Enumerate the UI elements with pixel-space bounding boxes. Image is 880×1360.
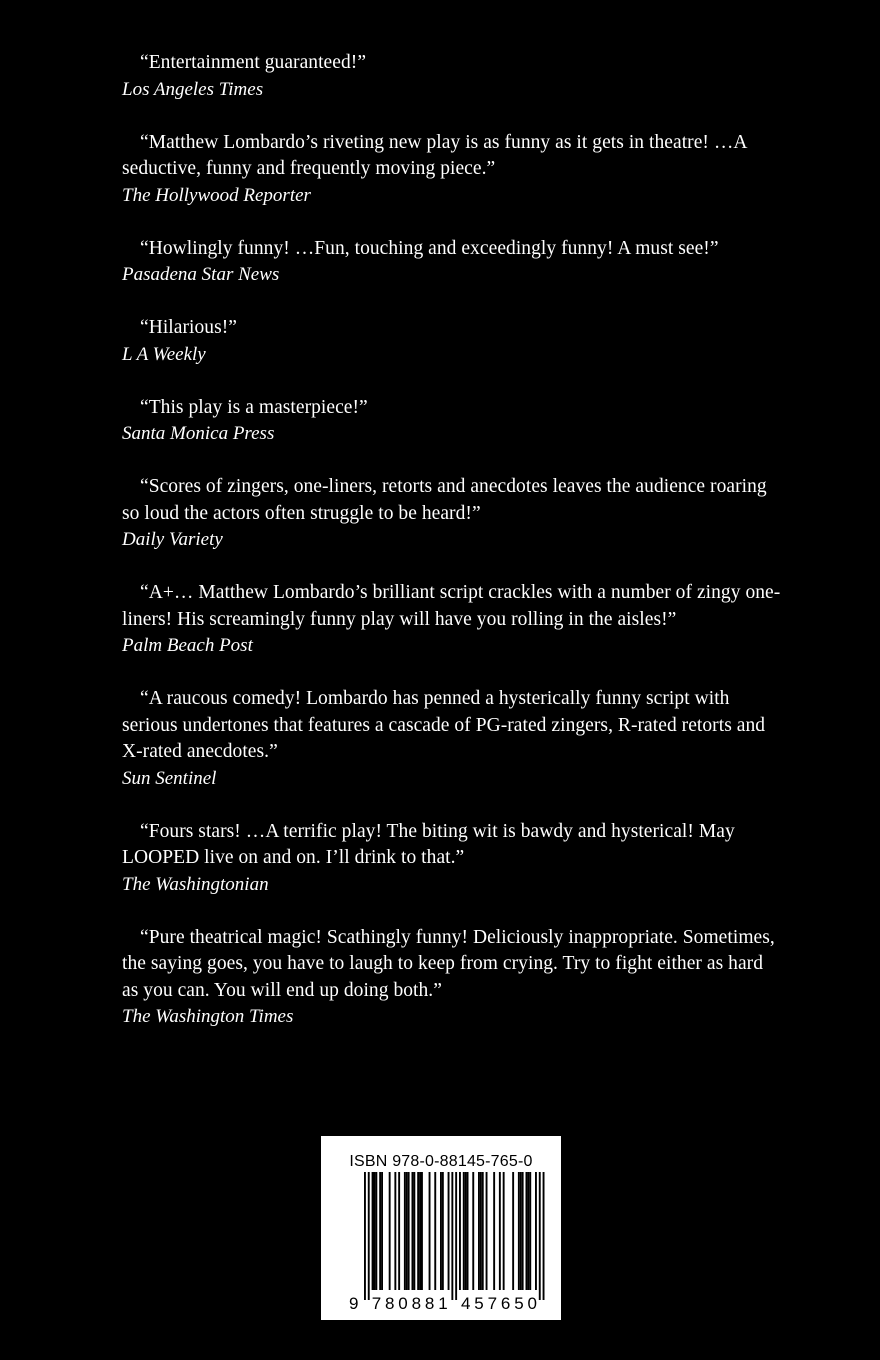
barcode-bar — [455, 1172, 457, 1300]
barcode-digit: 0 — [527, 1294, 537, 1313]
barcode-bar — [526, 1172, 528, 1290]
barcode-bar — [440, 1172, 442, 1290]
review-quote: “Entertainment guaranteed!” — [140, 52, 367, 73]
barcode-bar — [499, 1172, 501, 1290]
barcode-bar — [429, 1172, 431, 1290]
barcode-bar — [394, 1172, 396, 1290]
barcode-digit: 5 — [474, 1294, 484, 1313]
barcode-bar — [529, 1172, 531, 1290]
review-item — [122, 474, 782, 553]
barcode-bar — [527, 1172, 529, 1290]
review-quote: “Scores of zingers, one-liners, retorts and anecdotes leaves the audience roaring so loud the actors often struggle to be heard!” — [122, 476, 767, 524]
barcode-bar — [465, 1172, 467, 1290]
review-item — [122, 925, 782, 1031]
barcode-bar — [486, 1172, 488, 1290]
review-source: The Hollywood Reporter — [122, 184, 311, 206]
review-source: The Washington Times — [122, 1006, 294, 1027]
barcode-bar — [364, 1172, 366, 1300]
barcode-bar — [417, 1172, 419, 1290]
barcode-bar — [412, 1172, 414, 1290]
barcode-bar — [512, 1172, 514, 1290]
barcode-bar — [372, 1172, 374, 1290]
barcode-bar — [543, 1172, 545, 1300]
barcode-bar — [520, 1172, 522, 1290]
barcode-bar — [459, 1172, 461, 1290]
review-item — [122, 395, 782, 448]
barcode-bar — [442, 1172, 444, 1290]
barcode-bar — [535, 1172, 537, 1290]
review-source: L A Weekly — [122, 343, 206, 365]
barcode-digit: 8 — [424, 1294, 435, 1313]
review-item — [122, 130, 782, 209]
review-item — [122, 236, 782, 289]
review-quote: “Matthew Lombardo’s riveting new play is as funny as it gets in theatre! …A seductive, funny and frequently moving piece.” — [122, 131, 747, 179]
barcode-bar — [379, 1172, 381, 1290]
barcode-digit: 9 — [349, 1294, 359, 1313]
barcode-bar — [406, 1172, 408, 1290]
barcode-bar — [448, 1172, 450, 1290]
review-quote: “Howlingly funny! …Fun, touching and exceedingly funny! A must see!” — [140, 237, 719, 259]
barcode-bar — [389, 1172, 391, 1290]
review-item — [122, 315, 782, 368]
barcode-bar — [493, 1172, 495, 1290]
review-quote: “A+… Matthew Lombardo’s brilliant script crackles with a number of zingy one-liners! His screamingly funny play will have you rolling in the aisles!” — [122, 582, 781, 630]
review-quote: “Fours stars! …A terrific play! The biting wit is bawdy and hysterical! May LOOPED live on and on. I’ll drink to that.” — [122, 820, 735, 868]
barcode-bar — [421, 1172, 423, 1290]
barcode-bar — [413, 1172, 415, 1290]
review-source: Santa Monica Press — [122, 423, 275, 444]
barcode-bar — [463, 1172, 465, 1290]
barcode-bar — [408, 1172, 410, 1290]
barcode-bar — [368, 1172, 370, 1300]
review-source: Sun Sentinel — [122, 767, 217, 789]
review-source: The Washingtonian — [122, 873, 269, 895]
review-item — [122, 50, 782, 103]
review-quote: “A raucous comedy! Lombardo has penned a hysterically funny script with serious undertones that features a cascade of PG-rated zingers, R-rated retorts and X-rated anecdotes.” — [122, 688, 766, 762]
barcode-bar — [419, 1172, 421, 1290]
reviews-list — [122, 50, 782, 1057]
barcode-bar — [482, 1172, 484, 1290]
review-quote: “Hilarious!” — [140, 317, 237, 338]
review-source: Palm Beach Post — [122, 635, 253, 656]
isbn-label: ISBN 978-0-88145-765-0 — [349, 1153, 533, 1170]
barcode-bar — [480, 1172, 482, 1290]
review-item — [122, 819, 782, 898]
barcode-digit: 7 — [487, 1294, 498, 1313]
barcode-digit: 4 — [461, 1294, 471, 1313]
barcode-bar — [522, 1172, 524, 1290]
barcode-digit: 0 — [398, 1294, 408, 1313]
review-source: Los Angeles Times — [122, 78, 264, 100]
review-quote: “Pure theatrical magic! Scathingly funny! Deliciously inappropriate. Sometimes, the saying goes, you have to laugh to keep from crying. Try to fight either as hard as you can. You will end up doing both.” — [122, 926, 775, 1001]
barcode-bar — [404, 1172, 406, 1290]
barcode-bar — [472, 1172, 474, 1290]
barcode-bar — [518, 1172, 520, 1290]
barcode-bar — [374, 1172, 376, 1290]
review-source: Daily Variety — [122, 529, 223, 550]
barcode-digit: 8 — [385, 1294, 395, 1313]
review-quote: “This play is a masterpiece!” — [140, 396, 368, 418]
barcode-bar — [539, 1172, 541, 1300]
barcode-digit: 8 — [411, 1294, 422, 1313]
barcode-bar — [375, 1172, 377, 1290]
barcode-digit: 5 — [514, 1294, 524, 1313]
barcode-bar — [451, 1172, 453, 1300]
barcode-bar — [381, 1172, 383, 1290]
review-source: Pasadena Star News — [122, 264, 280, 285]
barcode-panel — [321, 1136, 561, 1320]
barcode-digit: 1 — [438, 1294, 448, 1313]
barcode-icon — [321, 1136, 561, 1320]
barcode-bar — [478, 1172, 480, 1290]
barcode-bar — [467, 1172, 469, 1290]
barcode-bar — [398, 1172, 400, 1290]
barcode-bar — [434, 1172, 436, 1290]
barcode-digit: 7 — [371, 1294, 382, 1313]
review-item — [122, 686, 782, 792]
barcode-bar — [503, 1172, 505, 1290]
barcode-digit: 6 — [500, 1294, 511, 1313]
review-item — [122, 580, 782, 659]
